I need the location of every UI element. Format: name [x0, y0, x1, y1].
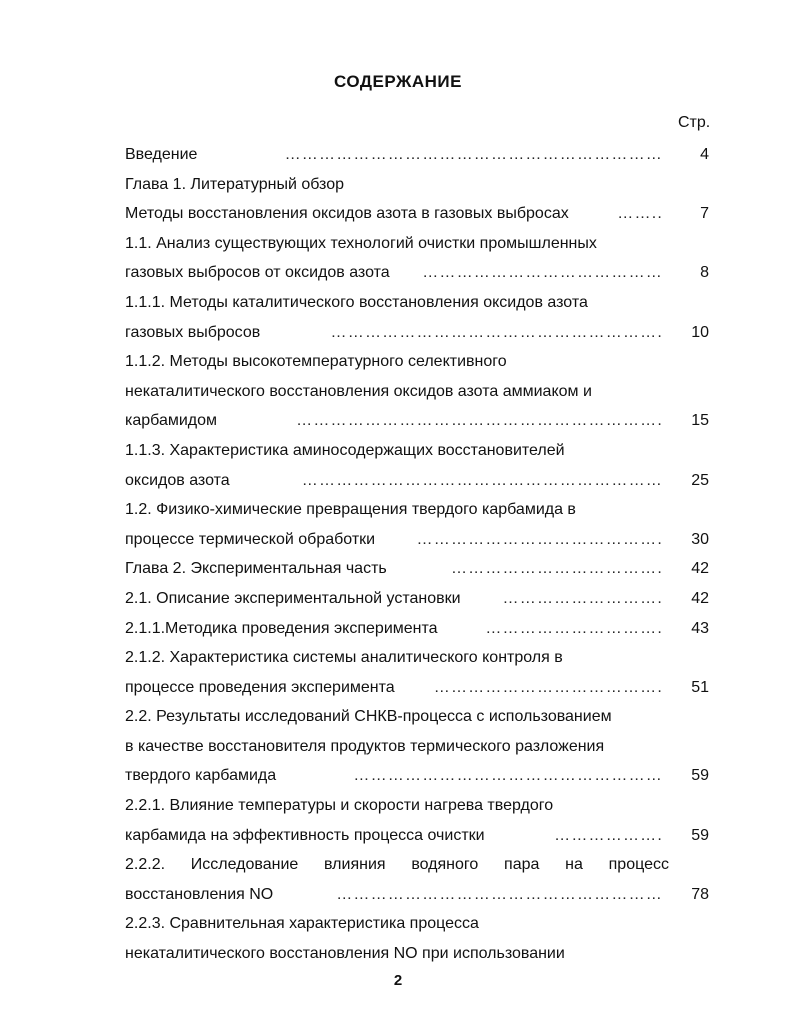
- toc-page-number: 59: [691, 826, 709, 844]
- toc-entry-text: 2.2.1. Влияние температуры и скорости нагрева твердого: [125, 797, 554, 815]
- toc-leader-dots: ………………………………………………………: [301, 471, 663, 489]
- page-number: 2: [393, 972, 403, 989]
- toc-entry: [125, 732, 715, 762]
- toc-entry-text: газовых выбросов от оксидов азота: [125, 264, 390, 282]
- toc-entry: [125, 170, 715, 200]
- toc-entry: [125, 761, 715, 791]
- toc-entry-text: карбамида на эффективность процесса очистки: [125, 826, 485, 844]
- toc-word: водяного: [411, 856, 479, 874]
- toc-entry: [125, 554, 715, 584]
- toc-entry: [125, 199, 715, 229]
- toc-word: на: [565, 856, 583, 874]
- toc-page-number: 8: [700, 264, 709, 282]
- toc-entry-text: восстановления NO: [125, 885, 274, 903]
- toc-entry-text: 1.1.2. Методы высокотемпературного селективного: [125, 353, 507, 371]
- toc-entry: [125, 791, 715, 821]
- toc-page-number: 59: [691, 767, 709, 785]
- toc-entry-text: в качестве восстановителя продуктов термического разложения: [125, 737, 605, 755]
- toc-entry-text: 1.1. Анализ существующих технологий очистки промышленных: [125, 234, 597, 252]
- toc-entry: [125, 584, 715, 614]
- toc-entry-text: твердого карбамида: [125, 767, 277, 785]
- toc-entry-text: газовых выбросов: [125, 323, 261, 341]
- toc-entry: [125, 377, 715, 407]
- toc-entry: [125, 495, 715, 525]
- toc-entry: [125, 614, 715, 644]
- toc-entry: [125, 318, 715, 348]
- toc-entry-text: 2.1.1.Методика проведения эксперимента: [125, 619, 438, 637]
- toc-entry: [125, 821, 715, 851]
- toc-entry: [125, 525, 715, 555]
- toc-page-number: 78: [691, 885, 709, 903]
- toc-entry-text: 1.1.3. Характеристика аминосодержащих восстановителей: [125, 441, 565, 459]
- toc-entry: [125, 643, 715, 673]
- toc-leader-dots: ………………………………………………….: [330, 323, 663, 341]
- toc-page-number: 30: [691, 530, 709, 548]
- page-column-label: Стр.: [678, 114, 711, 131]
- toc-entry-text: Глава 2. Экспериментальная часть: [125, 560, 387, 578]
- toc-entry-text: процессе проведения эксперимента: [125, 678, 395, 696]
- toc-entry-text: Методы восстановления оксидов азота в газовых выбросах: [125, 205, 569, 223]
- toc-entry-text: 1.1.1. Методы каталитического восстановления оксидов азота: [125, 293, 588, 311]
- toc-entry: [125, 258, 715, 288]
- toc-entry: [125, 673, 715, 703]
- toc-word: Исследование: [190, 856, 299, 874]
- toc-entry-text: оксидов азота: [125, 471, 230, 489]
- toc-entry: [125, 406, 715, 436]
- toc-entry: [125, 229, 715, 259]
- toc-entry: [125, 850, 715, 880]
- toc-leader-dots: ……………………….: [502, 589, 663, 607]
- toc-leader-dots: ……..: [617, 205, 663, 223]
- toc-page-number: 15: [691, 412, 709, 430]
- toc-entry: [125, 436, 715, 466]
- toc-page-number: 42: [691, 560, 709, 578]
- toc-entry-text: Глава 1. Литературный обзор: [125, 175, 344, 193]
- toc-entry: [125, 880, 715, 910]
- toc-entry: [125, 466, 715, 496]
- toc-word: влияния: [324, 856, 386, 874]
- toc-word: процесс: [608, 856, 669, 874]
- toc-entry-text: карбамидом: [125, 412, 218, 430]
- toc-entry-text: 2.1. Описание экспериментальной установки: [125, 589, 461, 607]
- toc-entry-text: [125, 850, 669, 880]
- toc-entry: [125, 702, 715, 732]
- toc-leader-dots: ………………………………….: [433, 678, 663, 696]
- toc-page-number: 10: [691, 323, 709, 341]
- toc-page-number: 7: [700, 205, 709, 223]
- toc-entry-text: 2.2.3. Сравнительная характеристика процесса: [125, 915, 479, 933]
- toc-entry-text: некаталитического восстановления NO при использовании: [125, 945, 565, 963]
- toc-page-number: 51: [691, 678, 709, 696]
- toc-word: пара: [504, 856, 540, 874]
- toc-entry-text: 1.2. Физико-химические превращения твердого карбамида в: [125, 501, 576, 519]
- table-of-contents: [125, 140, 715, 969]
- toc-entry-text: 2.1.2. Характеристика системы аналитического контроля в: [125, 649, 563, 667]
- toc-leader-dots: ……………………………………: [422, 264, 663, 282]
- toc-page-number: 4: [700, 146, 709, 163]
- toc-leader-dots: ……………………………….: [450, 560, 663, 578]
- toc-page-number: 42: [691, 589, 709, 607]
- page-title: СОДЕРЖАНИЕ: [334, 72, 462, 91]
- toc-entry-text: Введение: [125, 146, 198, 163]
- toc-entry: [125, 939, 715, 969]
- toc-page-number: 43: [691, 619, 709, 637]
- toc-leader-dots: …………………………………………………: [336, 885, 663, 903]
- toc-entry-text: процессе термической обработки: [125, 530, 376, 548]
- toc-leader-dots: …………………………………………………………: [284, 146, 663, 163]
- toc-leader-dots: ………………………….: [485, 619, 663, 637]
- toc-page-number: 25: [691, 471, 709, 489]
- toc-word: 2.2.2.: [125, 856, 166, 874]
- toc-entry-text: некаталитического восстановления оксидов азота аммиаком и: [125, 382, 592, 400]
- toc-leader-dots: …………………………………….: [416, 530, 663, 548]
- toc-entry: [125, 140, 715, 170]
- toc-leader-dots: ………………………………………………: [353, 767, 663, 785]
- toc-leader-dots: ……………….: [554, 826, 663, 844]
- toc-entry-text: 2.2. Результаты исследований СНКВ-процесса с использованием: [125, 708, 612, 726]
- toc-entry: [125, 347, 715, 377]
- toc-leader-dots: ……………………………………………………….: [296, 412, 663, 430]
- toc-entry: [125, 909, 715, 939]
- toc-entry: [125, 288, 715, 318]
